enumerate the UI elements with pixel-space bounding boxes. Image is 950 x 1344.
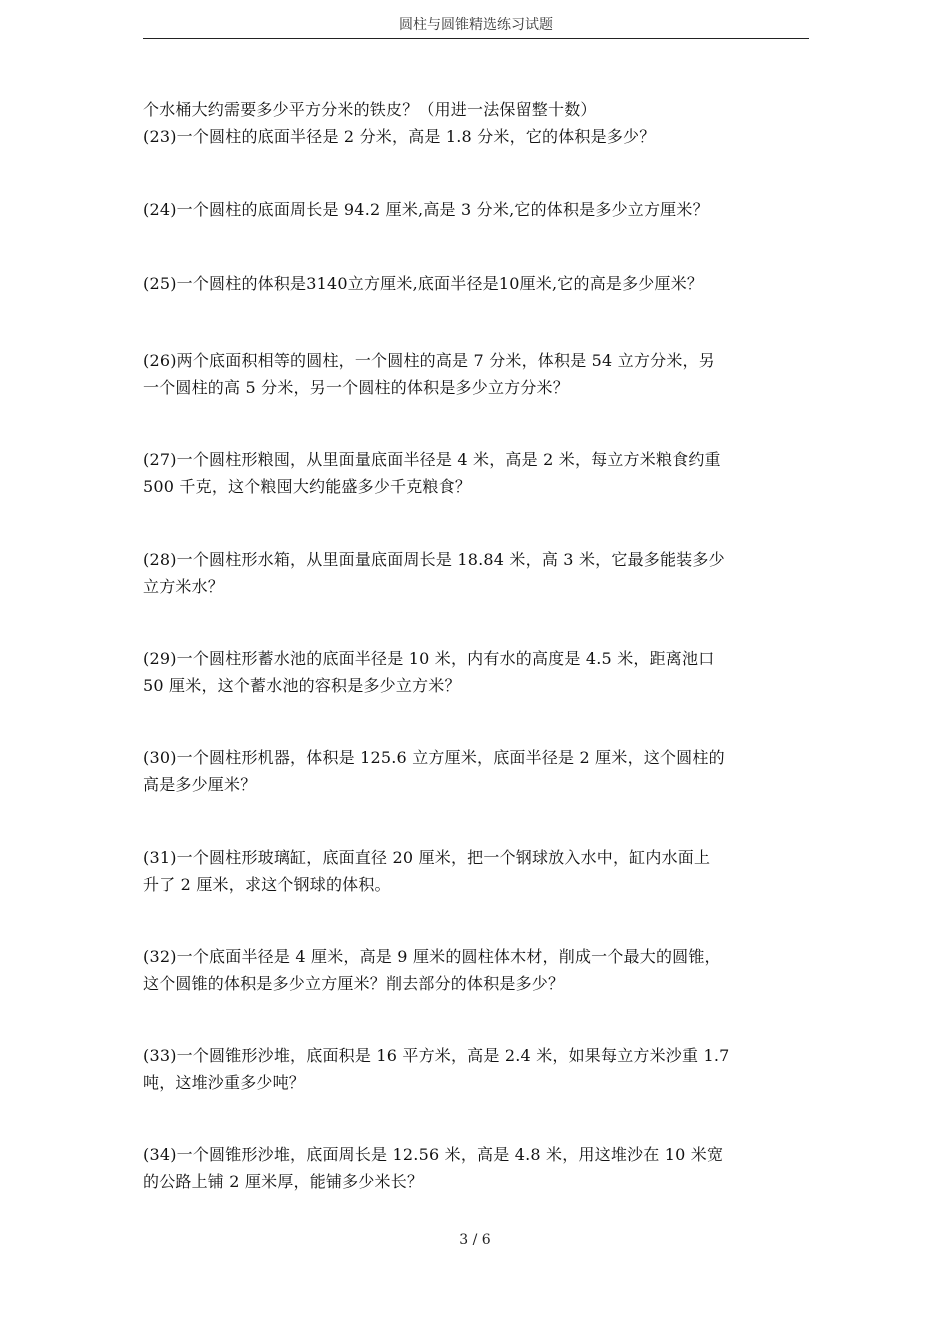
text-line: 个水桶大约需要多少平方分米的铁皮？（用进一法保留整十数） [143, 100, 597, 119]
text-line: 高是多少厘米？ [143, 775, 257, 794]
text-line: 一个圆柱的高 5 分米，另一个圆柱的体积是多少立方分米？ [143, 378, 569, 397]
problem-25 [143, 270, 811, 297]
text-line: (23)一个圆柱的底面半径是 2 分米，高是 1.8 分米，它的体积是多少？ [143, 127, 656, 146]
text-line: 立方米水？ [143, 577, 225, 596]
text-line: (28)一个圆柱形水箱，从里面量底面周长是 18.84 米，高 3 米，它最多能装多少 [143, 550, 725, 569]
text-line: 500 千克，这个粮囤大约能盛多少千克粮食？ [143, 477, 472, 496]
text-line: (32)一个底面半径是 4 厘米，高是 9 厘米的圆柱体木材，削成一个最大的圆锥， [143, 947, 721, 966]
text-line: (30)一个圆柱形机器，体积是 125.6 立方厘米，底面半径是 2 厘米，这个圆柱的 [143, 748, 725, 767]
document-title: 圆柱与圆锥精选练习试题 [399, 17, 553, 33]
text-line: (25)一个圆柱的体积是3140立方厘米,底面半径是10厘米,它的高是多少厘米？ [143, 274, 704, 293]
page-number: 3 / 6 [459, 1232, 491, 1248]
problem-34 [143, 1141, 811, 1195]
text-line: (27)一个圆柱形粮囤，从里面量底面半径是 4 米，高是 2 米，每立方米粮食约重 [143, 450, 721, 469]
problem-26 [143, 347, 811, 401]
text-line: (29)一个圆柱形蓄水池的底面半径是 10 米，内有水的高度是 4.5 米，距离池口 [143, 649, 715, 668]
problem-28 [143, 546, 811, 600]
page-header [143, 14, 809, 39]
text-line: (33)一个圆锥形沙堆，底面积是 16 平方米，高是 2.4 米，如果每立方米沙重 1.7 [143, 1046, 730, 1065]
problem-29 [143, 645, 811, 699]
text-line: 升了 2 厘米，求这个钢球的体积。 [143, 875, 391, 894]
text-line: (24)一个圆柱的底面周长是 94.2 厘米,高是 3 分米,它的体积是多少立方厘米？ [143, 200, 709, 219]
problem-31 [143, 844, 811, 898]
text-line: 这个圆锥的体积是多少立方厘米？削去部分的体积是多少？ [143, 974, 565, 993]
text-line: 50 厘米，这个蓄水池的容积是多少立方米？ [143, 676, 461, 695]
continuation-text [143, 96, 811, 123]
text-line: (26)两个底面积相等的圆柱，一个圆柱的高是 7 分米，体积是 54 立方分米，另 [143, 351, 715, 370]
problem-23 [143, 123, 811, 150]
problem-32 [143, 943, 811, 997]
problem-30 [143, 744, 811, 798]
page-footer [0, 1230, 950, 1250]
text-line: 吨，这堆沙重多少吨？ [143, 1073, 306, 1092]
problem-33 [143, 1042, 811, 1096]
problem-27 [143, 446, 811, 500]
text-line: (34)一个圆锥形沙堆，底面周长是 12.56 米，高是 4.8 米，用这堆沙在 10 米宽 [143, 1145, 724, 1164]
text-line: (31)一个圆柱形玻璃缸，底面直径 20 厘米，把一个钢球放入水中，缸内水面上 [143, 848, 711, 867]
text-line: 的公路上铺 2 厘米厚，能铺多少米长？ [143, 1172, 424, 1191]
problem-24 [143, 196, 811, 223]
